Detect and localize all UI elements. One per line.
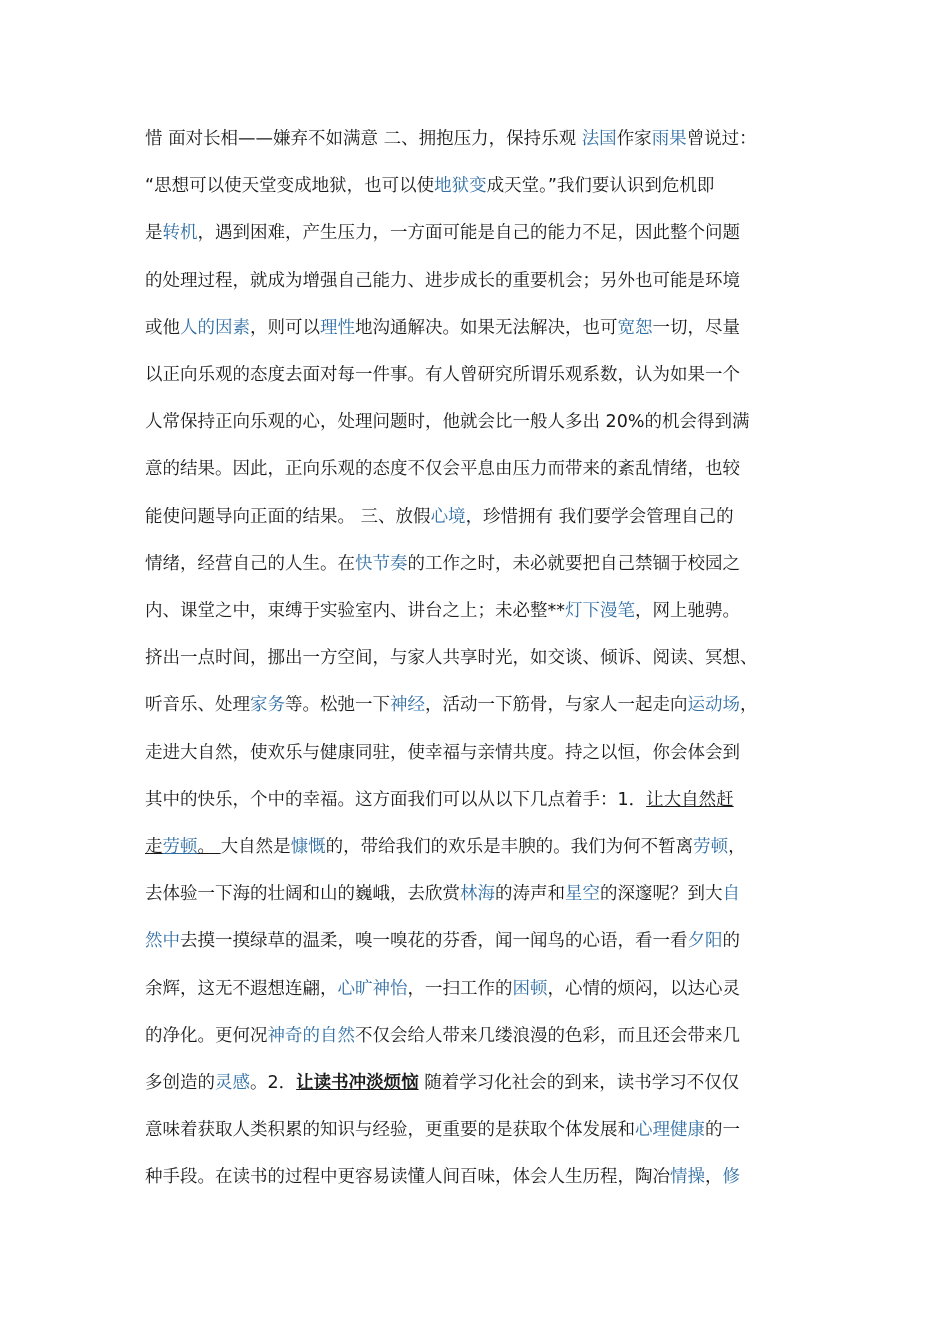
hyperlink-text[interactable]: 宽恕 [617, 317, 653, 338]
text-run: 多创造的 [145, 1073, 215, 1093]
text-line [145, 360, 825, 390]
text-run: 的涛声和 [495, 884, 565, 905]
text-run: 随着学习化社会的到来，读书学习不仅仅 [418, 1073, 740, 1093]
text-line [145, 454, 825, 484]
hyperlink-text[interactable]: 星空 [565, 884, 600, 905]
text-run: 曾说过： [686, 129, 757, 149]
text-run: 其中的快乐，个中的幸福。这方面我们可以从以下几点着手：1． [145, 789, 647, 810]
hyperlink-text[interactable]: 运动场 [687, 695, 740, 716]
text-run: 内、课堂之中，束缚于实验室内、讲台之上；未必整** [145, 601, 565, 621]
hyperlink-text[interactable]: 神经 [390, 695, 425, 716]
hyperlink-text[interactable]: 灵感 [215, 1073, 250, 1093]
text-run: ，珍惜拥有 我们要学会管理自己的 [465, 506, 734, 527]
text-run: 让大自然赶 [646, 789, 734, 810]
text-run: 能使问题导向正面的结果。 三、放假 [145, 506, 431, 527]
hyperlink-text[interactable]: 心理健康 [635, 1120, 705, 1141]
text-run: 的深邃呢？到大 [600, 884, 723, 905]
hyperlink-text[interactable]: 理性 [320, 317, 355, 338]
hyperlink-text[interactable]: 慷慨 [290, 837, 326, 857]
text-line [145, 596, 825, 626]
text-line [145, 974, 825, 1004]
text-run: ，心情的烦闷，以达心灵 [547, 978, 740, 999]
text-run: ，网上驰骋。 [635, 601, 740, 621]
text-line [145, 549, 825, 579]
hyperlink-text[interactable]: 人的因素 [180, 317, 250, 338]
text-run: 的 [722, 931, 740, 952]
text-run: ， [705, 1167, 723, 1188]
text-line [145, 643, 825, 673]
text-run: 去体验一下海的壮阔和山的巍峨，去欣赏 [145, 884, 460, 905]
text-run: ，一扫工作的 [407, 978, 513, 999]
hyperlink-text[interactable]: 家务 [250, 695, 285, 716]
text-line [145, 738, 825, 768]
hyperlink-text[interactable]: 劳顿 [693, 837, 729, 857]
hyperlink-text[interactable]: 心旷神怡 [337, 978, 408, 999]
text-run: 人常保持正向乐观的心，处理问题时，他就会比一般人多出 20%的机会得到满 [145, 412, 750, 433]
hyperlink-text[interactable]: 心境 [430, 506, 466, 527]
text-run: 的工作之时，未必就要把自己禁锢于校园之 [407, 553, 740, 574]
text-run: 挤出一点时间，挪出一方空间，与家人共享时光，如交谈、倾诉、阅读、冥想、 [145, 648, 758, 669]
hyperlink-text[interactable]: 情操 [670, 1167, 705, 1188]
text-run: 是 [145, 223, 163, 244]
text-line [145, 1115, 825, 1145]
text-run: 情绪，经营自己的人生。在 [145, 553, 355, 574]
hyperlink-text[interactable]: 自 [722, 884, 740, 905]
text-line [145, 832, 825, 862]
hyperlink-text[interactable]: 神奇的自然 [267, 1025, 355, 1046]
text-line [145, 1162, 825, 1192]
hyperlink-text[interactable]: 地狱变 [434, 176, 487, 197]
text-run: 不仅会给人带来几缕浪漫的色彩，而且还会带来几 [355, 1025, 740, 1046]
text-line [145, 879, 825, 909]
text-run: 去摸一摸绿草的温柔，嗅一嗅花的芬香，闻一闻鸟的心语，看一看 [180, 931, 688, 952]
text-line [145, 926, 825, 956]
text-run: 的净化。更何况 [145, 1025, 268, 1046]
text-run: ，则可以 [250, 317, 320, 338]
text-run: 成天堂。”我们要认识到危机即 [486, 176, 715, 197]
text-run: 的处理过程，就成为增强自己能力、进步成长的重要机会；另外也可能是环境 [145, 270, 740, 291]
text-line [145, 407, 825, 437]
hyperlink-text[interactable]: 雨果 [651, 129, 687, 149]
text-run: 走进大自然，使欢乐与健康同驻，使幸福与亲情共度。持之以恒，你会体会到 [145, 742, 740, 763]
text-run: 惜 面对长相——嫌弃不如满意 二、拥抱压力，保持乐观 [145, 129, 582, 149]
hyperlink-text[interactable]: 困顿 [512, 978, 548, 999]
text-line [145, 1021, 825, 1051]
text-run: 的一 [705, 1120, 740, 1141]
text-run: ，遇到困难，产生压力，一方面可能是自己的能力不足，因此整个问题 [197, 223, 740, 244]
text-line [145, 313, 825, 343]
text-line [145, 1068, 825, 1098]
text-run: 地沟通解决。如果无法解决，也可 [355, 317, 618, 338]
hyperlink-text[interactable]: 转机 [162, 223, 198, 244]
text-line [145, 171, 825, 201]
hyperlink-text[interactable]: 修 [722, 1167, 740, 1188]
text-run: 或他 [145, 317, 180, 338]
text-run: 以正向乐观的态度去面对每一件事。有人曾研究所谓乐观系数，认为如果一个 [145, 365, 740, 385]
text-run: “思想可以使天堂变成地狱，也可以使 [145, 176, 435, 197]
hyperlink-text[interactable]: 然中 [145, 931, 180, 952]
hyperlink-text[interactable]: 快节奏 [355, 553, 408, 574]
text-line [145, 266, 825, 296]
hyperlink-text[interactable]: 灯下漫笔 [565, 601, 635, 621]
text-run: 走 [145, 837, 163, 857]
hyperlink-text[interactable]: 法国 [581, 129, 617, 149]
text-line [145, 124, 825, 154]
text-run: 意味着获取人类积累的知识与经验，更重要的是获取个体发展和 [145, 1120, 635, 1141]
text-run: 种手段。在读书的过程中更容易读懂人间百味，体会人生历程，陶冶 [145, 1167, 670, 1188]
text-run: 等。松弛一下 [285, 695, 390, 716]
text-run: 。2． [250, 1073, 297, 1093]
text-run: 余辉，这无不遐想连翩， [145, 978, 338, 999]
text-run: 一切，尽量 [652, 317, 740, 338]
text-run: 的，带给我们的欢乐是丰腴的。我们为何不暂离 [325, 837, 694, 857]
text-run: 听音乐、处理 [145, 695, 250, 716]
text-run: 意的结果。因此，正向乐观的态度不仅会平息由压力而带来的紊乱情绪，也较 [145, 459, 740, 480]
text-run: ， [728, 837, 746, 857]
hyperlink-text[interactable]: 林海 [460, 884, 495, 905]
text-line [145, 785, 825, 815]
text-run: 让读书冲淡烦恼 [296, 1073, 419, 1093]
hyperlink-text[interactable]: 夕阳 [687, 931, 723, 952]
text-run: 作家 [616, 129, 652, 149]
text-line [145, 218, 825, 248]
text-run: ， [740, 695, 758, 716]
text-run: ，活动一下筋骨，与家人一起走向 [425, 695, 688, 716]
text-line [145, 690, 825, 720]
hyperlink-text[interactable]: 劳顿 [162, 837, 198, 857]
text-line [145, 502, 825, 532]
text-run: 。 [197, 837, 221, 857]
text-run: 大自然是 [220, 837, 291, 857]
